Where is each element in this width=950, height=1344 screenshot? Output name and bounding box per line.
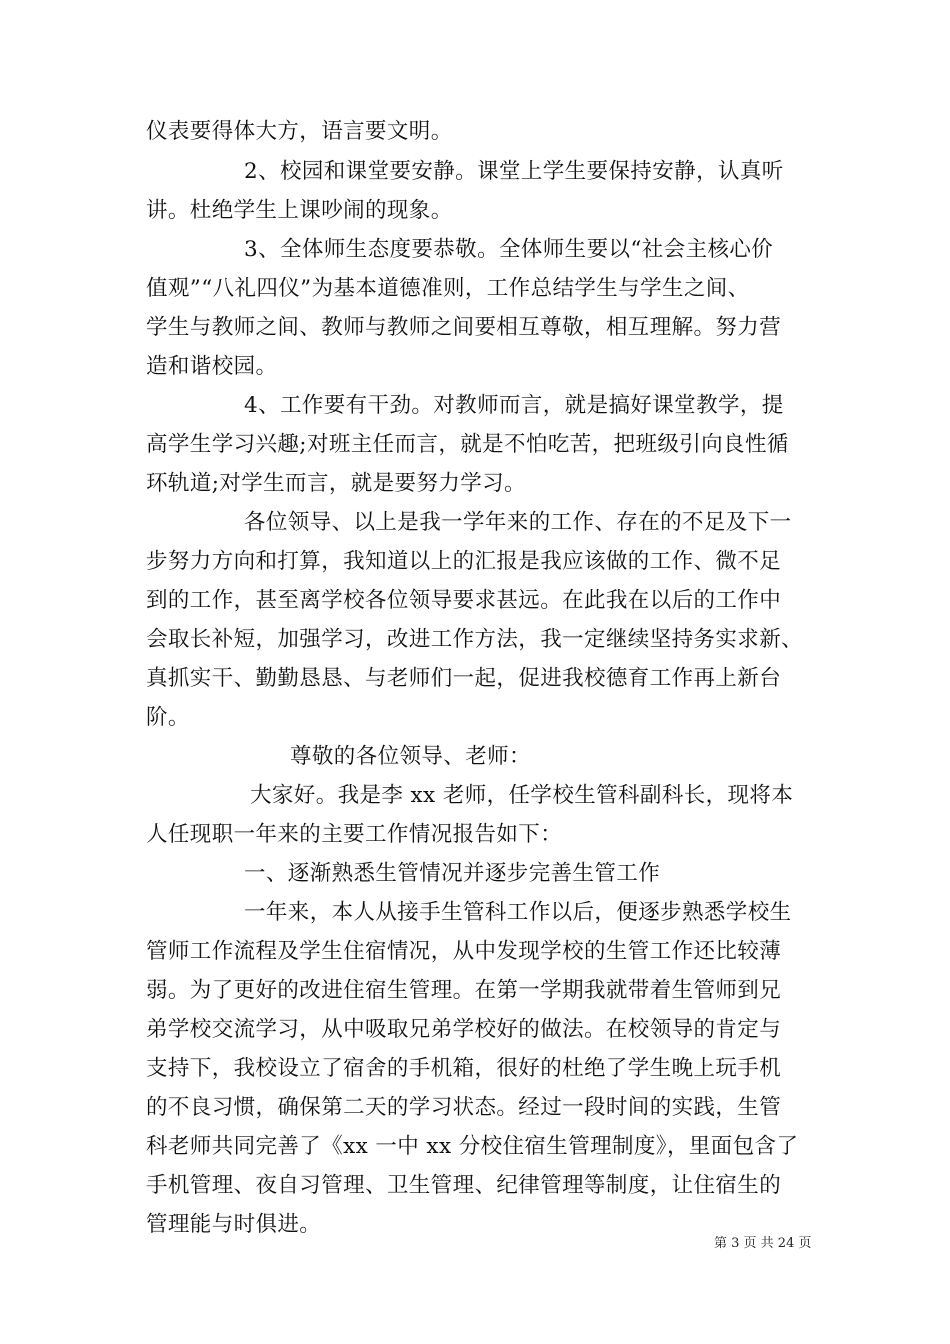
text-line: 4、工作要有干劲。对教师而言，就是搞好课堂教学，提: [244, 393, 784, 418]
text-line: 的不良习惯，确保第二天的学习状态。经过一段时间的实践，生管: [146, 1095, 782, 1120]
text-line: 管师工作流程及学生住宿情况，从中发现学校的生管工作还比较薄: [146, 939, 782, 964]
text-line: 各位领导、以上是我一学年来的工作、存在的不足及下一: [244, 510, 792, 535]
text-line: 仪表要得体大方，语言要文明。: [146, 119, 453, 144]
text-line: 科老师共同完善了《xx 一中 xx 分校住宿生管理制度》，里面包含了: [146, 1134, 799, 1159]
text-line: 步努力方向和打算，我知道以上的汇报是我应该做的工作、微不足: [146, 549, 782, 574]
text-line: 讲。杜绝学生上课吵闹的现象。: [146, 198, 453, 223]
text-line: 造和谐校园。: [146, 354, 278, 379]
text-line: 弱。为了更好的改进住宿生管理。在第一学期我就带着生管师到兄: [146, 978, 782, 1003]
text-line: 高学生学习兴趣;对班主任而言，就是不怕吃苦，把班级引向良性循: [146, 432, 789, 457]
text-line: 到的工作，甚至离学校各位领导要求甚远。在此我在以后的工作中: [146, 588, 782, 613]
text-line: 会取长补短，加强学习，改进工作方法，我一定继续坚持务实求新、: [146, 627, 804, 652]
text-line: 2、校园和课堂要安静。课堂上学生要保持安静，认真听: [244, 159, 784, 184]
text-line: 一年来，本人从接手生管科工作以后，便逐步熟悉学校生: [244, 900, 792, 925]
text-line: 值观”“八礼四仪”为基本道德准则，工作总结学生与学生之间、: [146, 276, 750, 301]
text-line: 阶。: [146, 705, 190, 730]
text-line: 手机管理、夜自习管理、卫生管理、纪律管理等制度，让住宿生的: [146, 1173, 782, 1198]
text-line: 人任现职一年来的主要工作情况报告如下：: [146, 822, 563, 847]
page-number: 第 3 页 共 24 页: [714, 1236, 812, 1251]
text-line: 大家好。我是李 xx 老师，任学校生管科副科长，现将本: [250, 783, 794, 808]
text-line: 支持下，我校设立了宿舍的手机箱，很好的杜绝了学生晚上玩手机: [146, 1056, 782, 1081]
text-line: 环轨道;对学生而言，就是要努力学习。: [146, 471, 526, 496]
salutation: 尊敬的各位领导、老师：: [290, 744, 531, 769]
text-line: 真抓实干、勤勤恳恳、与老师们一起，促进我校德育工作再上新台: [146, 666, 782, 691]
text-line: 管理能与时俱进。: [146, 1212, 322, 1237]
text-line: 3、全体师生态度要恭敬。全体师生要以“社会主核心价: [244, 237, 774, 262]
text-line: 弟学校交流学习，从中吸取兄弟学校好的做法。在校领导的肯定与: [146, 1017, 782, 1042]
text-line: 学生与教师之间、教师与教师之间要相互尊敬，相互理解。努力营: [146, 315, 782, 340]
section-heading: 一、逐渐熟悉生管情况并逐步完善生管工作: [244, 861, 661, 886]
